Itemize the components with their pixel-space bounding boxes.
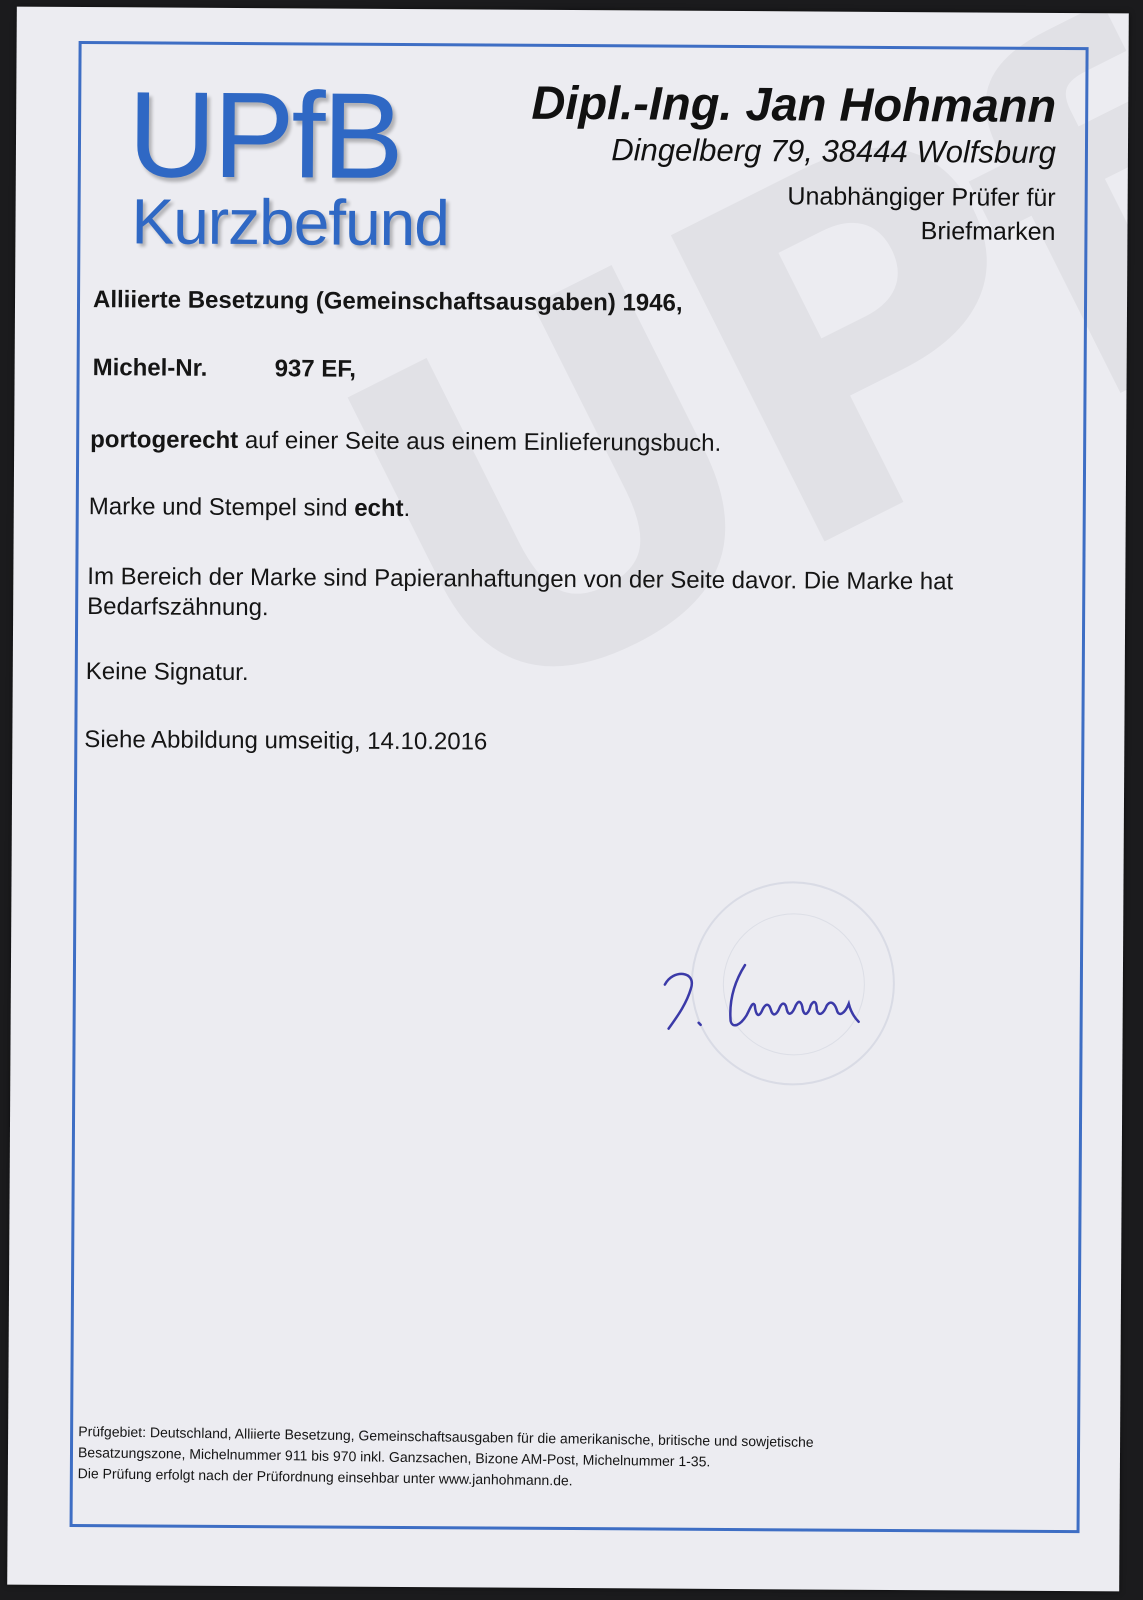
authenticity-end: .: [403, 494, 411, 523]
remark-line-1: Im Bereich der Marke sind Papieranhaftungen von der Seite davor. Die Marke hat: [87, 563, 954, 596]
examiner-name: Dipl.-Ing. Jan Hohmann: [531, 75, 1057, 132]
certificate-sheet: [7, 7, 1129, 1592]
michel-label: Michel-Nr.: [92, 354, 208, 382]
certificate-footer: [78, 1421, 979, 1497]
logo-subtitle: Kurzbefund: [131, 185, 450, 260]
footer-line-1: Prüfgebiet: Deutschland, Alliierte Besetzung, Gemeinschaftsausgaben für die amerikanische, britische und sowjetische: [78, 1423, 814, 1451]
authenticity-line: [89, 492, 411, 524]
footer-line-2: Besatzungszone, Michelnummer 911 bis 970 inkl. Ganzsachen, Bizone AM-Post, Michelnummer 1-35.: [77, 1444, 711, 1470]
date-line: Siehe Abbildung umseitig, 14.10.2016: [84, 726, 488, 756]
authenticity-bold: echt: [354, 494, 404, 522]
examiner-header: [531, 76, 1057, 249]
remark-line-2: Bedarfszähnung.: [87, 593, 269, 622]
upfb-logo: UPfB: [127, 66, 402, 204]
michel-line: [93, 353, 493, 385]
authenticity-start: Marke und Stempel sind: [88, 493, 355, 522]
footer-line-3: Die Prüfung erfolgt nach der Prüfordnung einsehbar unter www.janhohmann.de.: [77, 1465, 573, 1489]
examiner-address: Dingelberg 79, 38444 Wolfsburg: [611, 132, 1057, 170]
handwritten-signature: [658, 959, 879, 1050]
area-line: Alliierte Besetzung (Gemeinschaftsausgaben) 1946,: [92, 286, 683, 317]
condition-bold: portogerecht: [90, 426, 239, 454]
michel-value: 937 EF,: [274, 355, 357, 383]
signature-note: Keine Signatur.: [85, 658, 249, 687]
condition-rest: auf einer Seite aus einem Einlieferungsbuch.: [238, 426, 722, 457]
examiner-role-line1: Unabhängiger Prüfer für: [787, 182, 1056, 212]
examiner-role-line2: Briefmarken: [920, 217, 1056, 246]
certificate-border: [70, 41, 1089, 1533]
condition-line: [90, 425, 721, 459]
examiner-role: [531, 178, 1056, 249]
